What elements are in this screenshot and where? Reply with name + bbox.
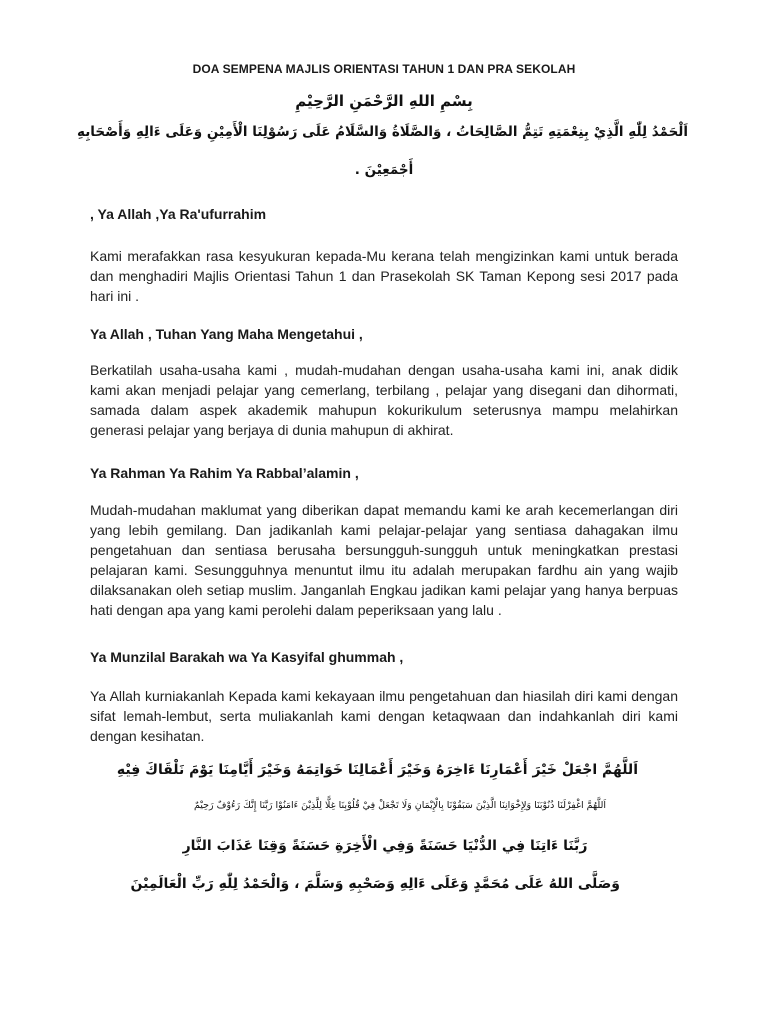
arabic-dua-line-2: اَللَّهُمَّ اغْفِرْلَنَا ذُنُوْبَنَا وَلِإِخْوَانِنَا الَّذِيْنَ سَبَقُوْنَا بِالْإِيْمَانِ وَلَا تَجْعَلْ فِيْ قُلُوْبِنَا غِلًّا لِلَّذِيْنَ ءَامَنُوْا رَبَّنَا إِنَّكَ رَءُوْفٌ رَحِيْمٌ: [193, 800, 607, 811]
arabic-dua-line-4: وَصَلَّى اللهُ عَلَى مُحَمَّدٍ وَعَلَى ءَالِهِ وَصَحْبِهِ وَسَلَّمَ ، وَالْحَمْدُ لِلّٰهِ رَبِّ الْعَالَمِيْنَ: [130, 876, 620, 892]
section-heading-2: Ya Allah , Tuhan Yang Maha Mengetahui ,: [90, 326, 363, 342]
section-body-2: Berkatilah usaha-usaha kami , mudah-mudahan dengan usaha-usaha kami ini, anak didik kami akan menjadi pelajar yang cemerlang, terbilang , pelajar yang disegani dan dihormati, samada dalam aspek akademik mahupun kokurikulum seterusnya mampu melahirkan generasi pelajar yang berjaya di dunia mahupun di akhirat.: [90, 362, 678, 438]
document-title: DOA SEMPENA MAJLIS ORIENTASI TAHUN 1 DAN PRA SEKOLAH: [192, 62, 576, 76]
arabic-dua-line-1: اَللَّهُمَّ اجْعَلْ خَيْرَ أَعْمَارِنَا ءَاخِرَهُ وَخَيْرَ أَعْمَالِنَا خَوَاتِمَهُ وَخَيْرَ أَيَّامِنَا يَوْمَ نَلْقَاكَ فِيْهِ: [116, 762, 638, 778]
arabic-dua-line-3: رَبَّنَا ءَاتِنَا فِي الدُّنْيَا حَسَنَةً وَفِي الْأَخِرَةِ حَسَنَةً وَقِنَا عَذَابَ النَّارِ: [182, 838, 588, 854]
section-heading-3: Ya Rahman Ya Rahim Ya Rabbal’alamin ,: [90, 465, 359, 481]
section-body-1: Kami merafakkan rasa kesyukuran kepada-Mu kerana telah mengizinkan kami untuk berada dan menghadiri Majlis Orientasi Tahun 1 dan Prasekolah SK Taman Kepong sesi 2017 pada hari ini .: [90, 248, 678, 304]
section-body-3: Mudah-mudahan maklumat yang diberikan dapat memandu kami ke arah kecemerlangan diri yang lebih gemilang. Dan jadikanlah kami pelajar-pelajar yang sentiasa dahagakan ilmu pengetahuan dan sentiasa berusaha bersungguh-sungguh untuk meningkatkan prestasi pelajaran kami. Sesungguhnya menuntut ilmu itu adalah merupakan fardhu ain yang wajib dilaksanakan oleh setiap muslim. Janganlah Engkau jadikan kami pelajar yang hanya berpuas hati dengan apa yang kami perolehi dalam peperiksaan yang lalu .: [90, 502, 678, 618]
section-heading-4: Ya Munzilal Barakah wa Ya Kasyifal ghummah ,: [90, 649, 404, 665]
arabic-hamdalah-line-1: اَلْحَمْدُ لِلّٰهِ الَّذِيْ بِنِعْمَتِهِ تَتِمُّ الصَّالِحَاتُ ، وَالصَّلَاةُ وَالسَّلَامُ عَلَى رَسُوْلِنَا الْأَمِيْنِ وَعَلَى ءَالِهِ وَأَصْحَابِهِ: [77, 124, 688, 140]
arabic-hamdalah-line-2: أَجْمَعِيْنَ .: [354, 162, 414, 178]
section-body-4: Ya Allah kurniakanlah Kepada kami kekayaan ilmu pengetahuan dan hiasilah diri kami dengan sifat lemah-lembut, serta muliakanlah kami dengan ketaqwaan dan indahkanlah diri kami dengan kesihatan.: [90, 688, 678, 744]
section-heading-1: , Ya Allah ,Ya Ra'ufurrahim: [90, 206, 267, 222]
arabic-basmalah: بِسْمِ اللهِ الرَّحْمَنِ الرَّحِيْمِ: [295, 92, 473, 110]
